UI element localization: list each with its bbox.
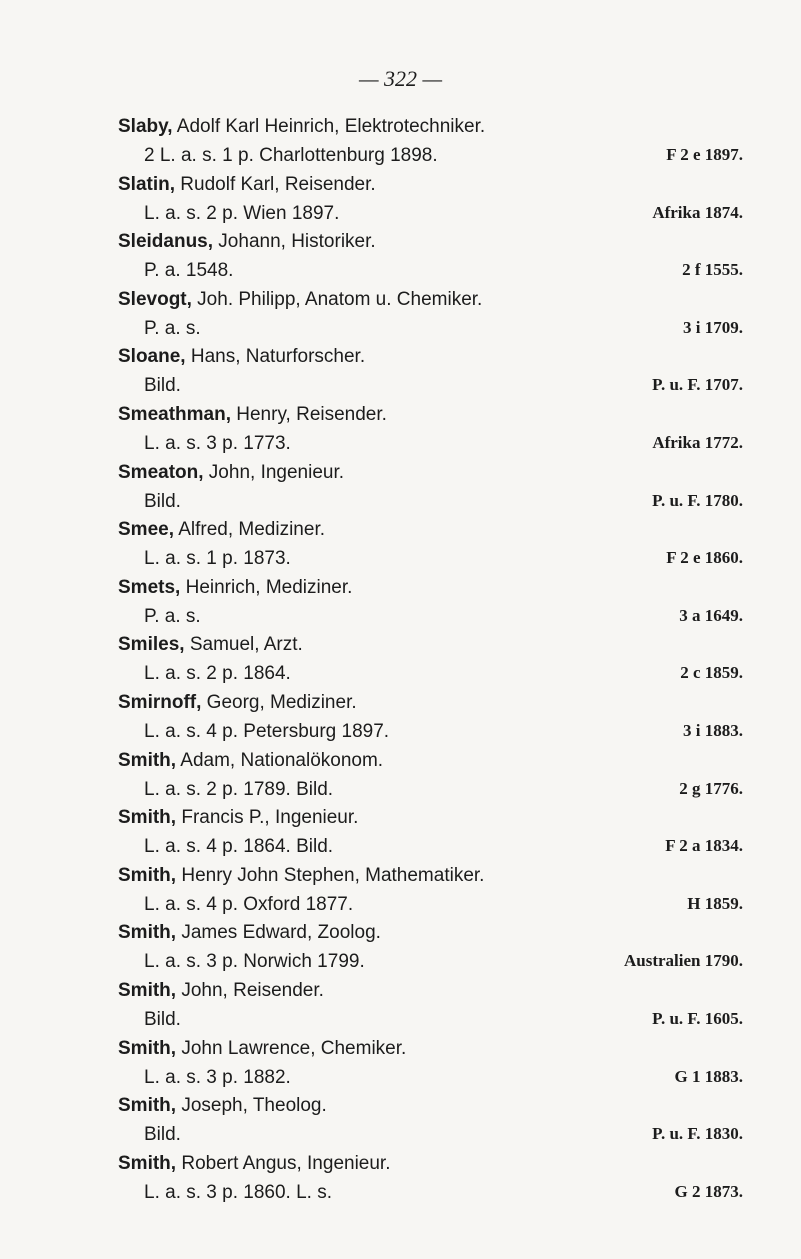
page-number: — 322 — [358, 66, 443, 91]
entry-detail: Bild. [144, 490, 181, 512]
entry-name-line [118, 404, 387, 426]
entry-signature: F 2 e 1897. [666, 145, 743, 164]
list-item [0, 807, 801, 865]
list-item [0, 1038, 801, 1096]
entry-detail: L. a. s. 3 p. 1882. [144, 1066, 291, 1088]
list-item [0, 1095, 801, 1153]
entry-given-names: James Edward, Zoolog. [176, 922, 381, 944]
list-item [0, 750, 801, 808]
entry-given-names: Johann, Historiker. [213, 231, 376, 253]
entry-name-line [118, 634, 303, 656]
list-item [0, 174, 801, 232]
entry-name-line [118, 174, 376, 196]
entry-given-names: Georg, Mediziner. [201, 691, 357, 713]
entry-surname: Smith, [118, 979, 177, 1001]
entry-detail: L. a. s. 4 p. Petersburg 1897. [144, 720, 390, 742]
entry-surname: Smith, [118, 749, 177, 771]
entry-signature: 2 c 1859. [680, 663, 743, 683]
entry-detail: L. a. s. 3 p. 1773. [144, 432, 291, 454]
entry-surname: Slevogt, [118, 288, 192, 310]
entry-name-line [118, 1038, 406, 1060]
entry-detail: L. a. s. 1 p. 1873. [144, 548, 291, 570]
entry-given-names: Alfred, Mediziner. [173, 519, 326, 541]
entry-surname: Sleidanus, [118, 231, 214, 253]
entry-name-line [118, 462, 344, 484]
entry-signature: 3 a 1649. [679, 605, 743, 625]
list-item [0, 865, 801, 923]
entry-given-names: Adolf Karl Heinrich, Elektrotechniker. [172, 116, 486, 137]
entry-detail: L. a. s. 3 p. 1860. L. s. [144, 1181, 333, 1203]
list-item [0, 289, 801, 347]
entry-name-line [118, 116, 485, 138]
entry-surname: Smiles, [118, 634, 185, 656]
entry-given-names: Joseph, Theolog. [176, 1095, 327, 1117]
entry-name-line [118, 231, 376, 253]
entry-name-line [118, 289, 482, 311]
list-item [0, 519, 801, 577]
entry-surname: Smith, [118, 922, 177, 944]
list-item [0, 1153, 801, 1211]
entry-surname: Smets, [118, 576, 181, 598]
entry-given-names: Henry, Reisender. [230, 403, 387, 425]
entry-detail: L. a. s. 2 p. 1789. Bild. [144, 778, 334, 800]
entry-name-line [118, 1095, 327, 1117]
entry-signature: Australien 1790. [624, 951, 743, 971]
entry-name-line [118, 865, 484, 887]
entry-given-names: Samuel, Arzt. [184, 634, 303, 656]
entry-detail: P. a. s. [144, 317, 201, 339]
entry-name-line [118, 980, 324, 1002]
entry-detail: L. a. s. 2 p. 1864. [144, 663, 291, 685]
entry-detail: L. a. s. 2 p. Wien 1897. [144, 202, 340, 224]
entry-signature: 2 f 1555. [682, 260, 743, 280]
entry-detail: P. a. s. [144, 605, 201, 627]
entry-given-names: John, Reisender. [176, 979, 324, 1001]
entry-signature: F 2 e 1860. [666, 548, 743, 568]
entry-given-names: Adam, Nationalökonom. [176, 749, 384, 771]
list-item [0, 116, 801, 174]
entry-surname: Smirnoff, [118, 691, 202, 713]
entry-given-names: John, Ingenieur. [203, 461, 345, 483]
entry-signature: P. u. F. 1780. [652, 490, 743, 510]
entry-signature: P. u. F. 1707. [652, 375, 743, 395]
entry-surname: Smith, [118, 1152, 177, 1174]
entry-detail: L. a. s. 4 p. Oxford 1877. [144, 893, 354, 915]
entry-signature: G 2 1873. [674, 1181, 743, 1201]
list-item [0, 404, 801, 462]
list-item [0, 462, 801, 520]
entry-name-line [118, 577, 352, 599]
entry-name-line [118, 346, 365, 368]
entry-surname: Smeathman, [118, 403, 231, 425]
entry-detail: Bild. [144, 1008, 181, 1030]
entry-detail: Bild. [144, 375, 181, 397]
entry-given-names: Hans, Naturforscher. [185, 346, 366, 368]
entry-name-line [118, 807, 358, 829]
entry-surname: Slatin, [118, 173, 176, 195]
entry-given-names: Henry John Stephen, Mathematiker. [176, 864, 485, 886]
entry-signature: P. u. F. 1830. [652, 1124, 743, 1144]
entry-list [0, 116, 801, 1210]
entry-given-names: Heinrich, Mediziner. [180, 576, 353, 598]
entry-given-names: John Lawrence, Chemiker. [176, 1037, 407, 1059]
list-item [0, 634, 801, 692]
entry-detail: 2 L. a. s. 1 p. Charlottenburg 1898. [144, 145, 438, 166]
entry-signature: 3 i 1883. [683, 720, 743, 740]
entry-detail: L. a. s. 3 p. Norwich 1799. [144, 951, 365, 973]
list-item [0, 231, 801, 289]
entry-signature: 2 g 1776. [679, 778, 743, 798]
entry-name-line [118, 922, 381, 944]
entry-detail: Bild. [144, 1124, 181, 1146]
entry-surname: Smith, [118, 1095, 177, 1117]
entry-surname: Smith, [118, 864, 177, 886]
entry-surname: Smith, [118, 1037, 177, 1059]
list-item [0, 922, 801, 980]
entry-name-line [118, 519, 325, 541]
entry-surname: Smeaton, [118, 461, 204, 483]
list-item [0, 980, 801, 1038]
entry-name-line [118, 1153, 391, 1175]
entry-given-names: Joh. Philipp, Anatom u. Chemiker. [191, 288, 483, 310]
entry-signature: Afrika 1772. [652, 432, 743, 452]
list-item [0, 692, 801, 750]
entry-signature: 3 i 1709. [683, 317, 743, 337]
entry-surname: Sloane, [118, 346, 186, 368]
entry-surname: Smith, [118, 807, 177, 829]
entry-surname: Smee, [118, 519, 174, 541]
entry-given-names: Rudolf Karl, Reisender. [175, 173, 376, 195]
entry-signature: P. u. F. 1605. [652, 1008, 743, 1028]
entry-signature: G 1 1883. [674, 1066, 743, 1086]
entry-detail: P. a. 1548. [144, 260, 234, 282]
entry-detail: L. a. s. 4 p. 1864. Bild. [144, 836, 334, 858]
entry-given-names: Francis P., Ingenieur. [176, 807, 359, 829]
entry-name-line [118, 692, 357, 714]
entry-name-line [118, 750, 383, 772]
entry-surname: Slaby, [118, 116, 173, 137]
entry-signature: H 1859. [687, 893, 743, 913]
entry-given-names: Robert Angus, Ingenieur. [176, 1152, 391, 1174]
entry-signature: Afrika 1874. [652, 202, 743, 222]
entry-signature: F 2 a 1834. [665, 836, 743, 856]
list-item [0, 346, 801, 404]
list-item [0, 577, 801, 635]
